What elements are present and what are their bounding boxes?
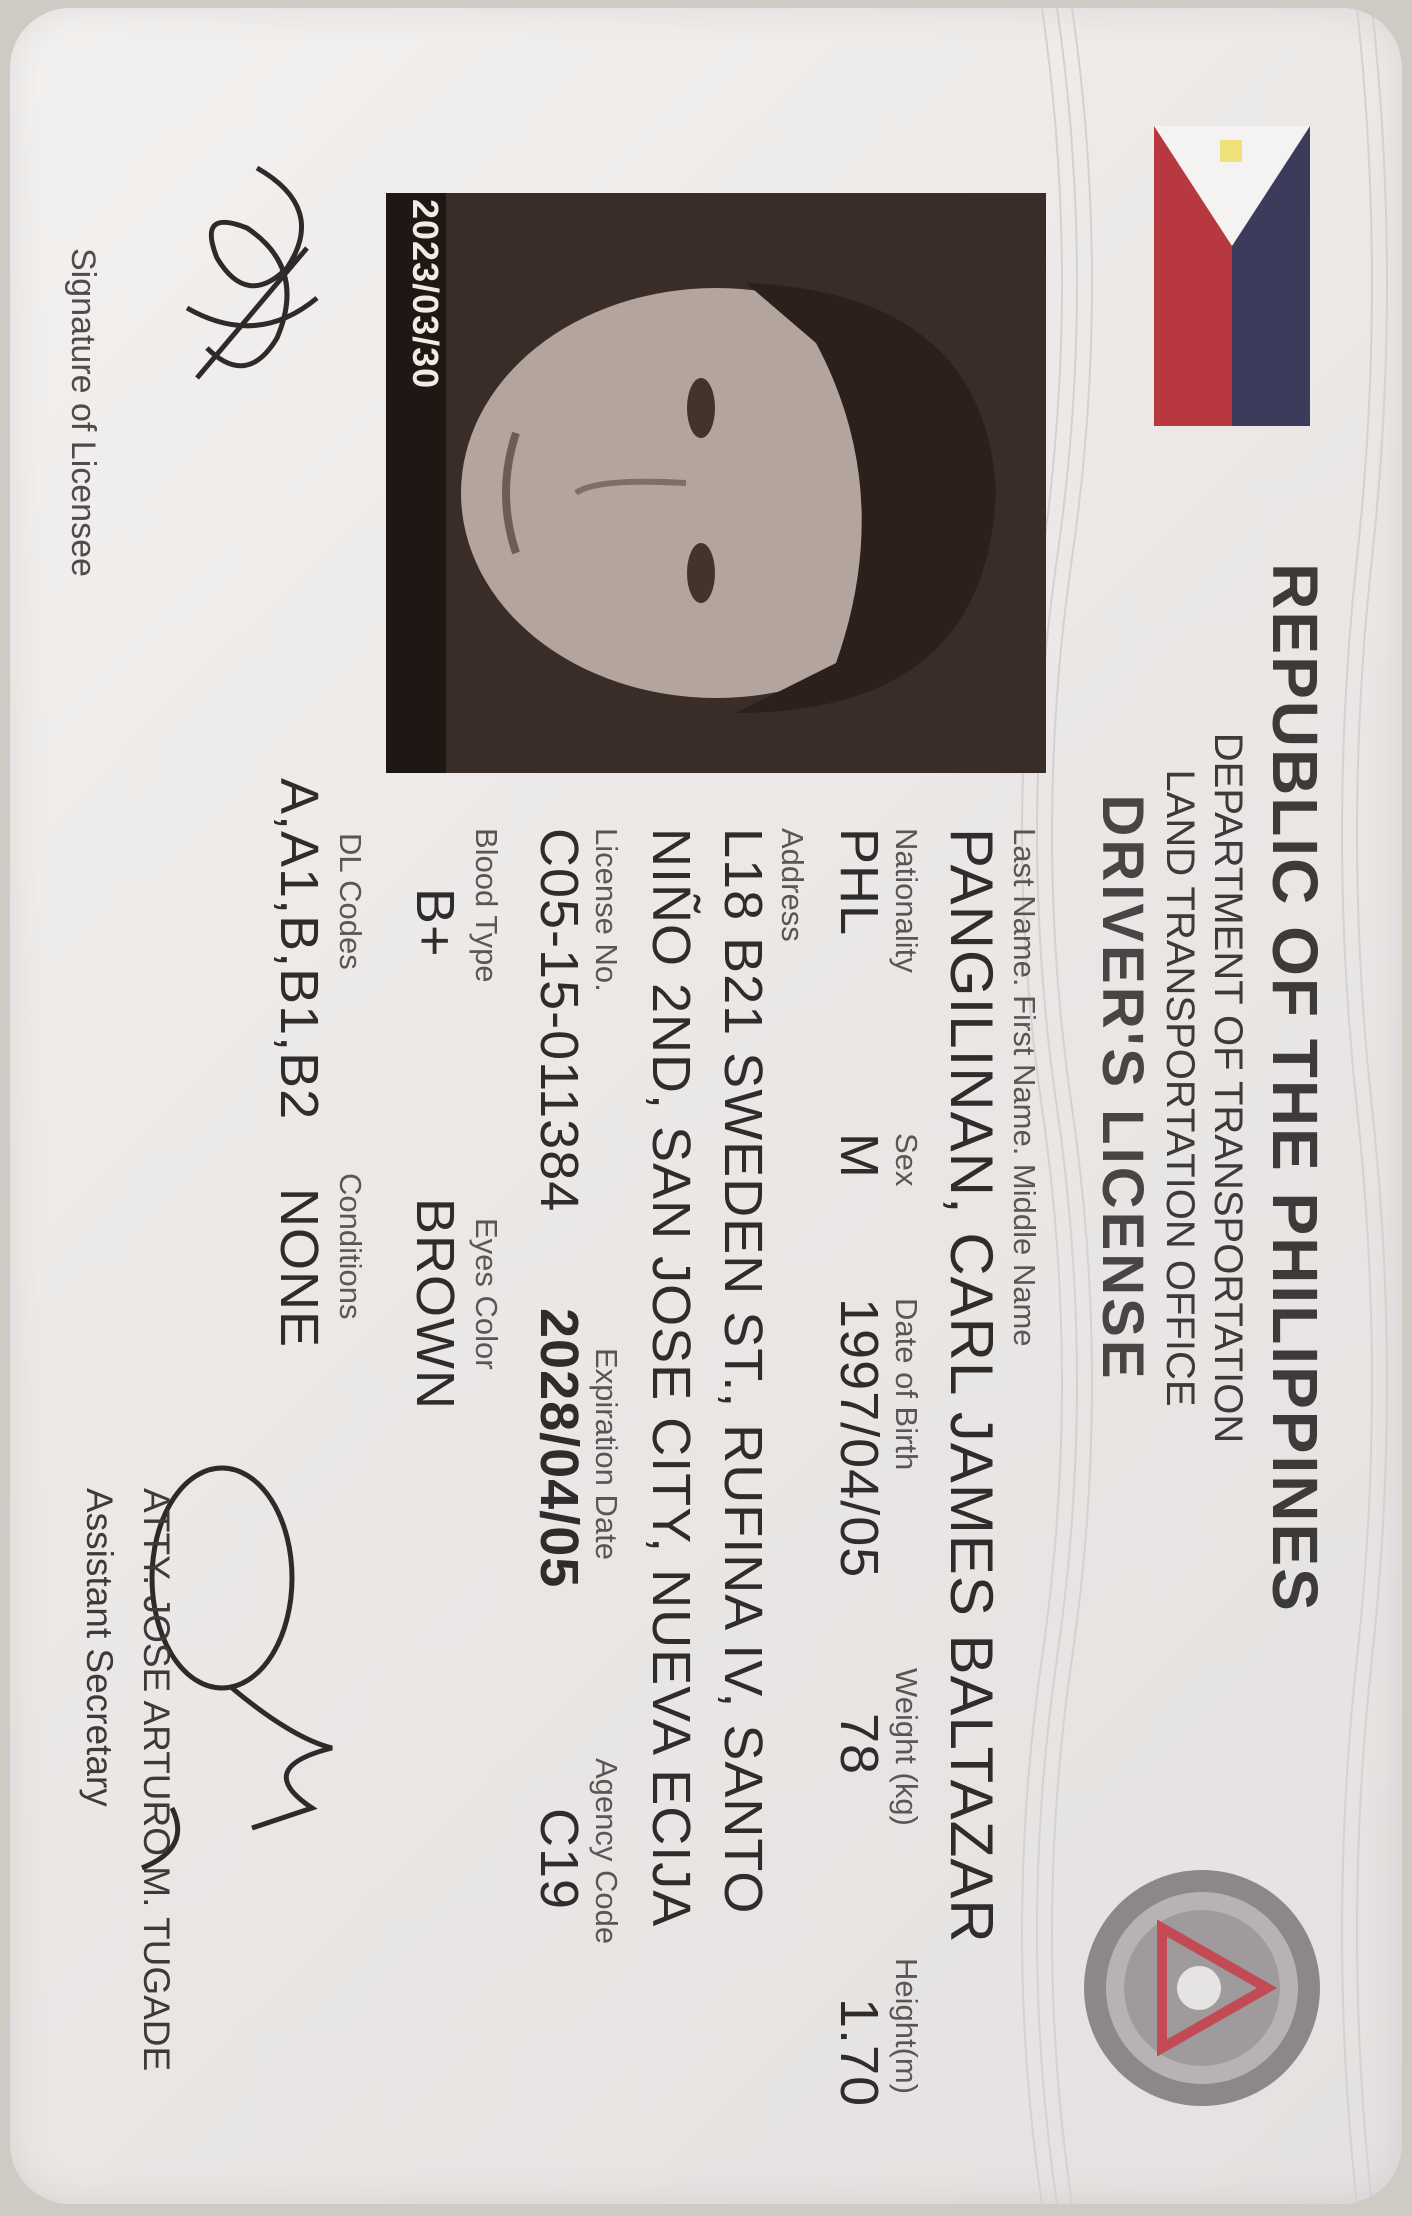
conditions-value: NONE: [269, 1188, 329, 1349]
weight-value: 78: [829, 1713, 889, 1776]
document-title: DRIVER'S LICENSE: [1090, 794, 1155, 1382]
signatory-name: ATTY. JOSE ARTURO M. TUGADE: [136, 1488, 177, 2072]
office-heading: LAND TRANSPORTATION OFFICE: [1158, 769, 1202, 1407]
licensee-photo: [386, 193, 1046, 773]
license-no-value: C05-15-011384: [529, 828, 589, 1213]
lto-seal-icon: [1077, 1863, 1327, 2113]
eyes-color-value: BROWN: [405, 1198, 465, 1410]
address-label: Address: [775, 828, 810, 942]
agency-code-label: Agency Code: [589, 1758, 624, 1945]
weight-label: Weight (kg): [889, 1668, 924, 1826]
address-line-1: L18 B21 SWEDEN ST., RUFINA IV, SANTO: [713, 828, 773, 1915]
conditions-label: Conditions: [333, 1173, 368, 1320]
license-no-label: License No.: [589, 828, 624, 992]
license-card: [10, 8, 1402, 2204]
dl-codes-value: A,A1,B,B1,B2: [269, 778, 329, 1121]
blood-type-value: B+: [405, 888, 465, 958]
nationality-value: PHL: [829, 828, 889, 937]
eyes-color-label: Eyes Color: [469, 1218, 504, 1370]
card-content: [10, 8, 1402, 2204]
blood-type-label: Blood Type: [469, 828, 504, 983]
expiration-label: Expiration Date: [589, 1348, 624, 1560]
height-label: Height(m): [889, 1958, 924, 2095]
dob-value: 1997/04/05: [829, 1298, 889, 1579]
philippine-flag-icon: [1154, 126, 1310, 426]
sex-value: M: [829, 1133, 889, 1179]
sex-label: Sex: [889, 1133, 924, 1187]
photo-date: 2023/03/30: [405, 199, 446, 390]
expiration-value: 2028/04/05: [529, 1308, 589, 1589]
name-label: Last Name. First Name. Middle Name: [1007, 828, 1042, 1347]
dl-codes-label: DL Codes: [333, 833, 368, 970]
name-value: PANGILINAN, CARL JAMES BALTAZAR: [938, 828, 1005, 1944]
portrait-illustration: [386, 193, 1046, 773]
height-value: 1.70: [829, 1998, 889, 2108]
agency-code-value: C19: [529, 1808, 589, 1911]
address-line-2: NIÑO 2ND, SAN JOSE CITY, NUEVA ECIJA: [641, 828, 701, 1928]
dob-label: Date of Birth: [889, 1298, 924, 1471]
licensee-signature: [167, 148, 347, 478]
licensee-signature-caption: Signature of Licensee: [64, 248, 102, 577]
nationality-label: Nationality: [889, 828, 924, 973]
country-heading: REPUBLIC OF THE PHILIPPINES: [1259, 563, 1331, 1613]
signatory-title: Assistant Secretary: [79, 1488, 120, 1807]
department-heading: DEPARTMENT OF TRANSPORTATION: [1206, 732, 1250, 1444]
